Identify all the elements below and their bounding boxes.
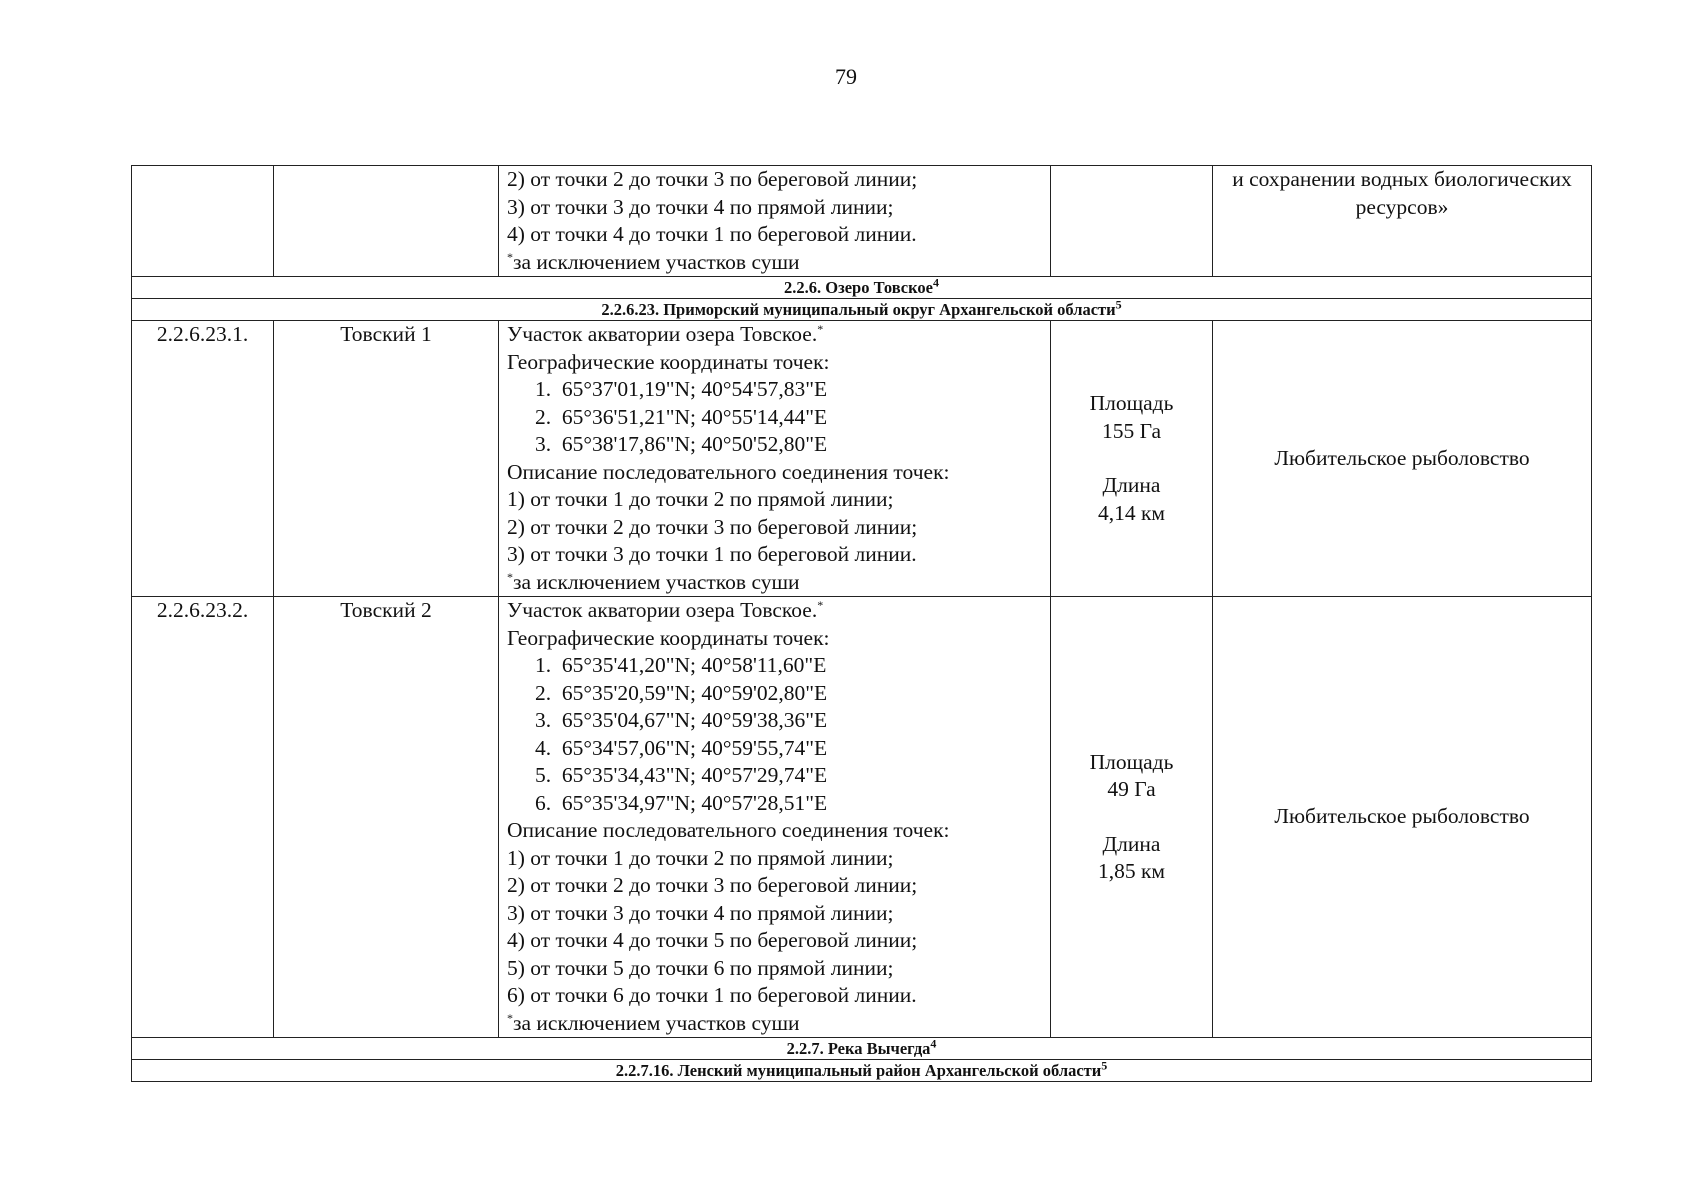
cell-parameters	[1051, 321, 1213, 597]
spacer	[1053, 445, 1210, 472]
cell-purpose: и сохранении водных биологических ресурсов»	[1213, 166, 1592, 277]
connection-line: 2) от точки 2 до точки 3 по береговой линии;	[507, 167, 918, 191]
coord-value: 65°37'01,19"N; 40°54'57,83"E	[561, 377, 828, 401]
coords-label: Географические координаты точек:	[507, 349, 830, 374]
coords-list	[507, 376, 1048, 459]
coord-value: 65°35'41,20"N; 40°58'11,60"E	[561, 653, 827, 677]
section-title: 2.2.6. Озеро Товское	[784, 278, 933, 297]
footnote-mark: *	[507, 569, 513, 584]
table-row	[132, 321, 1592, 597]
heading-text: Участок акватории озера Товское.	[507, 598, 818, 622]
subsection-heading	[132, 1060, 1592, 1082]
coord-value: 65°35'34,97"N; 40°57'28,51"E	[561, 790, 828, 815]
area-heading	[507, 321, 1048, 349]
coord-value: 65°36'51,21"N; 40°55'14,44"E	[561, 404, 828, 429]
length-value: 1,85 км	[1097, 859, 1166, 883]
area-label: Площадь	[1089, 749, 1174, 774]
cell-name	[274, 166, 499, 277]
connection-line: 2) от точки 2 до точки 3 по береговой линии;	[507, 514, 918, 539]
cell-name: Товский 2	[274, 597, 499, 1038]
coord-item: 3. 65°35'04,67"N; 40°59'38,36"E	[535, 708, 828, 732]
connection-line: 2) от точки 2 до точки 3 по береговой линии;	[507, 873, 918, 897]
connection-line: 3) от точки 3 до точки 1 по береговой линии.	[507, 542, 917, 566]
connection-line: 3) от точки 3 до точки 4 по прямой линии;	[507, 900, 894, 925]
footnote-ref: 4	[930, 1037, 937, 1051]
cell-parameters	[1051, 597, 1213, 1038]
cell-description	[499, 321, 1051, 597]
coord-value: 65°35'34,43"N; 40°57'29,74"E	[561, 763, 828, 787]
length-label: Длина	[1102, 473, 1161, 497]
length-value: 4,14 км	[1097, 500, 1166, 525]
connection-line: 6) от точки 6 до точки 1 по береговой линии.	[507, 983, 917, 1007]
section-heading-row	[132, 277, 1592, 299]
footnote-mark: *	[817, 321, 824, 336]
footnote-ref: 4	[933, 276, 939, 290]
coords-list	[507, 652, 1048, 817]
area-value: 155 Га	[1101, 418, 1162, 443]
area-value: 49 Га	[1107, 777, 1156, 801]
connections-label: Описание последовательного соединения точек:	[507, 818, 950, 842]
section-heading	[132, 1038, 1592, 1060]
cell-name: Товский 1	[274, 321, 499, 597]
footnote-line	[507, 249, 1048, 277]
coord-item: 1. 65°35'41,20"N; 40°58'11,60"E	[535, 653, 827, 677]
coord-value: 65°35'04,67"N; 40°59'38,36"E	[561, 708, 828, 732]
footnote-line	[507, 569, 1048, 597]
cell-description	[499, 166, 1051, 277]
connection-line: 4) от точки 4 до точки 1 по береговой линии.	[507, 222, 917, 246]
footnote-mark: *	[507, 249, 513, 264]
section-heading	[132, 277, 1592, 299]
cell-parameters	[1051, 166, 1213, 277]
footnote-ref: 5	[1115, 298, 1122, 312]
page-number: 79	[835, 64, 857, 89]
coord-item: 6. 65°35'34,97"N; 40°57'28,51"E	[535, 790, 828, 815]
coord-item: 5. 65°35'34,43"N; 40°57'29,74"E	[535, 763, 828, 787]
connection-line: 5) от точки 5 до точки 6 по прямой линии;	[507, 955, 894, 980]
footnote-mark: *	[817, 597, 824, 612]
coord-item: 1. 65°37'01,19"N; 40°54'57,83"E	[535, 377, 828, 401]
coord-value: 65°35'20,59"N; 40°59'02,80"E	[561, 680, 828, 705]
coord-item: 2. 65°36'51,21"N; 40°55'14,44"E	[535, 404, 828, 429]
cell-purpose: Любительское рыболовство	[1213, 597, 1592, 1038]
table-row	[132, 597, 1592, 1038]
coord-value: 65°34'57,06"N; 40°59'55,74"E	[561, 735, 828, 760]
footnote-text: за исключением участков суши	[513, 1010, 800, 1035]
subsection-heading-row	[132, 299, 1592, 321]
coord-item: 2. 65°35'20,59"N; 40°59'02,80"E	[535, 680, 828, 705]
area-heading	[507, 597, 1048, 625]
subsection-heading	[132, 299, 1592, 321]
coord-item: 3. 65°38'17,86"N; 40°50'52,80"E	[535, 432, 828, 456]
spacer	[1053, 804, 1210, 831]
coord-value: 65°38'17,86"N; 40°50'52,80"E	[561, 432, 828, 456]
connection-line: 1) от точки 1 до точки 2 по прямой линии;	[507, 487, 894, 511]
connection-line: 4) от точки 4 до точки 5 по береговой линии;	[507, 928, 918, 952]
footnote-text: за исключением участков суши	[513, 249, 800, 274]
cell-number	[132, 166, 274, 277]
footnote-text: за исключением участков суши	[513, 569, 800, 594]
subsection-title: 2.2.7.16. Ленский муниципальный район Архангельской области	[615, 1061, 1102, 1080]
length-label: Длина	[1102, 831, 1161, 856]
connection-line: 3) от точки 3 до точки 4 по прямой линии;	[507, 194, 894, 219]
section-heading-row	[132, 1038, 1592, 1060]
subsection-heading-row	[132, 1060, 1592, 1082]
footnote-mark: *	[507, 1010, 513, 1025]
cell-description	[499, 597, 1051, 1038]
fishing-areas-table	[131, 165, 1592, 1082]
cell-number: 2.2.6.23.1.	[132, 321, 274, 597]
connections-label: Описание последовательного соединения точек:	[507, 459, 950, 484]
coords-label: Географические координаты точек:	[507, 625, 830, 650]
connection-line: 1) от точки 1 до точки 2 по прямой линии;	[507, 845, 894, 870]
cell-purpose: Любительское рыболовство	[1213, 321, 1592, 597]
coord-item: 4. 65°34'57,06"N; 40°59'55,74"E	[535, 735, 828, 760]
heading-text: Участок акватории озера Товское.	[507, 322, 818, 346]
section-title: 2.2.7. Река Вычегда	[786, 1039, 931, 1058]
area-label: Площадь	[1089, 391, 1174, 415]
footnote-line	[507, 1010, 1048, 1038]
table-row-continued	[132, 166, 1592, 277]
footnote-ref: 5	[1101, 1059, 1108, 1073]
cell-number: 2.2.6.23.2.	[132, 597, 274, 1038]
subsection-title: 2.2.6.23. Приморский муниципальный округ Архангельской области	[601, 300, 1116, 319]
